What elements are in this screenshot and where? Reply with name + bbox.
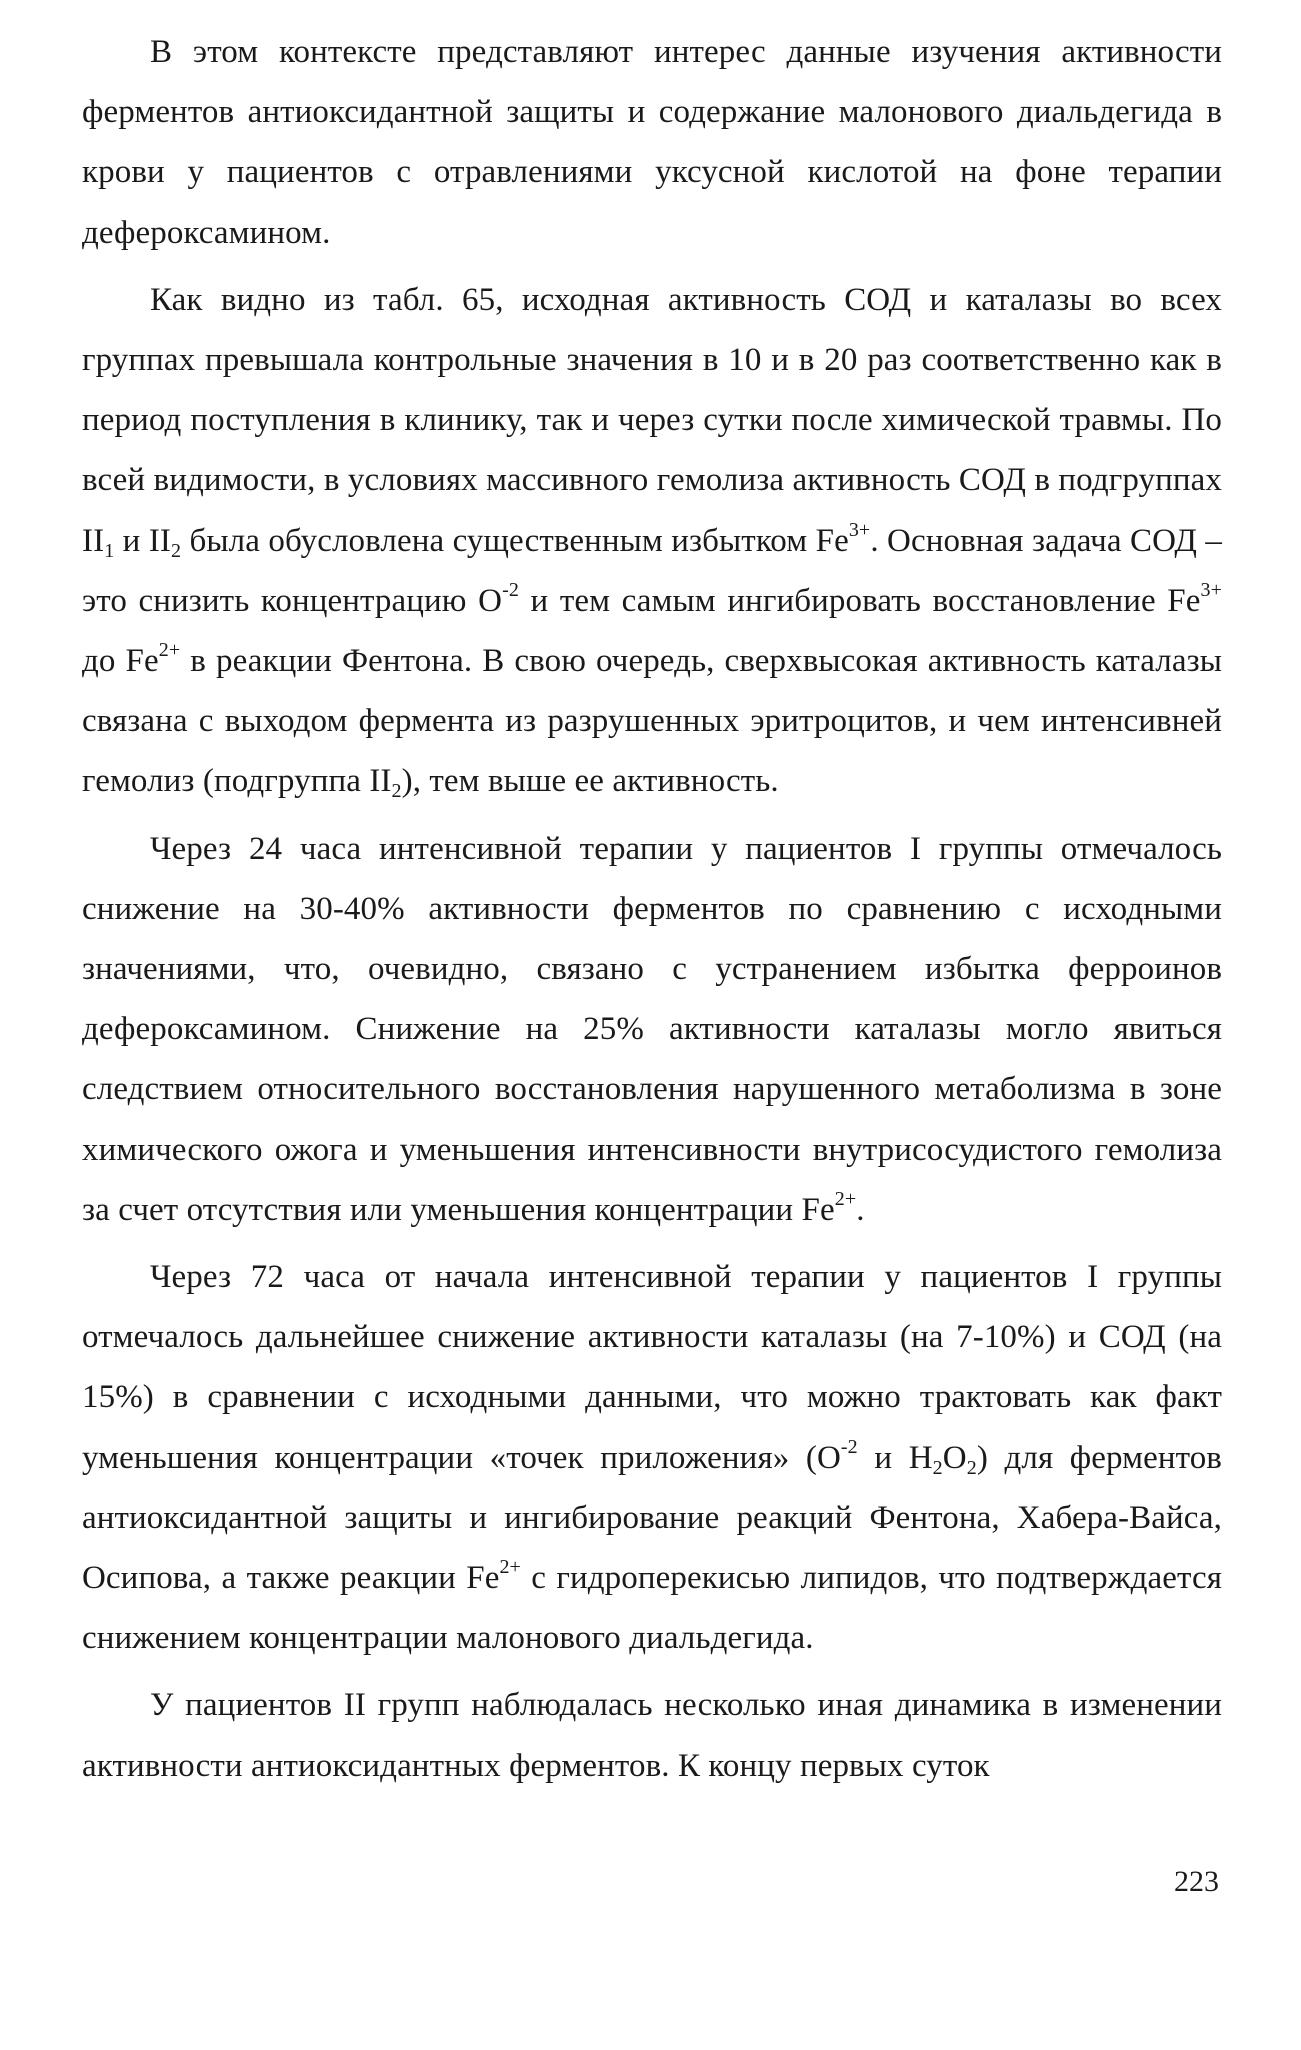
text-run: ) для ферментов антиоксидантной защиты и ингибирование реакций Фентона, Хабера-Вайса, Осипова, а также реакции Fe <box>82 1439 1222 1597</box>
superscript: 2+ <box>499 1556 521 1579</box>
text-run: и II <box>114 522 172 559</box>
text-run: с гидроперекисью липидов, что подтверждается снижением концентрации малонового диальдегида. <box>82 1560 1222 1657</box>
text-run: до Fe <box>82 643 159 680</box>
paragraph <box>82 1675 1222 1795</box>
body-text <box>82 22 1222 1803</box>
text-run: Через 24 часа интенсивной терапии у пациентов I группы отмечалось снижение на 30-40% активности ферментов по сравнению с исходными значениями, что, очевидно, связано с устранением избытка ферроинов дефероксамином. Снижение на 25% активности каталазы могло явиться следствием относительного восстановления нарушенного метаболизма в зоне химического ожога и уменьшения интенсивности внутрисосудистого гемолиза за счет отсутствия или уменьшения концентрации Fe <box>82 830 1222 1228</box>
subscript: 1 <box>104 539 115 562</box>
superscript: 3+ <box>1200 578 1222 601</box>
text-run: Через 72 часа от начала интенсивной терапии у пациентов I группы отмечалось дальнейшее снижение активности каталазы (на 7-10%) и СОД (на 15%) в сравнении с исходными данными, что можно трактовать как факт уменьшения концентрации «точек приложения» (O <box>82 1259 1222 1476</box>
paragraph <box>82 819 1222 1240</box>
superscript: 2+ <box>158 639 181 662</box>
subscript: 2 <box>391 780 402 803</box>
text-run: У пациентов II групп наблюдалась несколько иная динамика в изменении активности антиоксидантных ферментов. К концу первых суток <box>82 1687 1222 1784</box>
text-run: и H <box>857 1439 933 1476</box>
text-run: в реакции Фентона. В свою очередь, сверхвысокая активность каталазы связана с выходом фермента из разрушенных эритроцитов, и чем интенсивней гемолиз (подгруппа II <box>82 643 1223 800</box>
text-run: Как видно из табл. 65, исходная активность СОД и каталазы во всех группах превышала контрольные значения в 10 и в 20 раз соответственно как в период поступления в клинику, так и через сутки после химической травмы. По всей видимости, в условиях массивного гемолиза активность СОД в подгруппах II <box>82 281 1222 559</box>
text-run: . <box>856 1191 865 1228</box>
superscript: 3+ <box>848 518 871 541</box>
paragraph <box>82 22 1222 263</box>
text-run: ), тем выше ее активность. <box>401 763 779 800</box>
subscript: 2 <box>932 1456 943 1479</box>
page-number: 223 <box>1174 1865 1219 1898</box>
text-run: . Основная задача СОД – это снизить концентрацию O <box>82 522 1222 619</box>
text-run: была обусловлена существенным избытком Fe <box>181 522 849 559</box>
text-run: В этом контексте представляют интерес данные изучения активности ферментов антиоксидантной защиты и содержание малонового диальдегида в крови у пациентов с отравлениями уксусной кислотой на фоне терапии дефероксамином. <box>82 34 1222 251</box>
text-run: и тем самым ингибировать восстановление Fe <box>518 582 1201 619</box>
superscript: -2 <box>502 578 519 601</box>
subscript: 2 <box>966 1456 977 1479</box>
subscript: 2 <box>171 539 182 562</box>
superscript: 2+ <box>834 1187 857 1210</box>
paragraph <box>82 270 1222 812</box>
paragraph <box>82 1247 1222 1668</box>
superscript: -2 <box>840 1435 858 1458</box>
text-run: O <box>942 1439 967 1476</box>
